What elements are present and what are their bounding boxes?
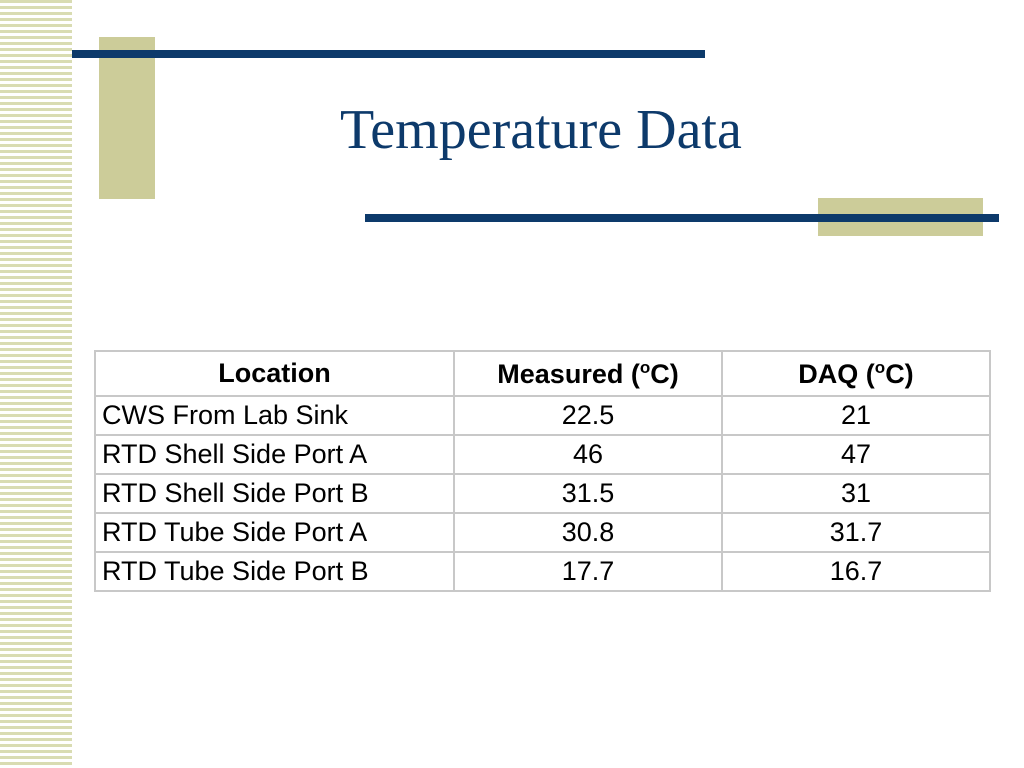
header-location: Location <box>95 351 454 396</box>
temperature-table <box>94 350 991 592</box>
table-row <box>95 474 990 513</box>
table-row <box>95 513 990 552</box>
title-rule-top <box>72 50 705 58</box>
cell-measured: 30.8 <box>454 513 722 552</box>
cell-location: RTD Shell Side Port A <box>95 435 454 474</box>
cell-measured: 22.5 <box>454 396 722 435</box>
cell-daq: 16.7 <box>722 552 990 591</box>
degree-symbol: o <box>874 357 886 377</box>
header-daq-prefix: DAQ ( <box>798 358 875 389</box>
cell-location: RTD Tube Side Port B <box>95 552 454 591</box>
cell-measured: 46 <box>454 435 722 474</box>
header-daq <box>722 351 990 396</box>
cell-measured: 31.5 <box>454 474 722 513</box>
table-row <box>95 435 990 474</box>
header-measured-prefix: Measured ( <box>497 358 640 389</box>
header-measured-suffix: C) <box>650 358 679 389</box>
table-header-row <box>95 351 990 396</box>
header-daq-suffix: C) <box>885 358 914 389</box>
cell-daq: 31 <box>722 474 990 513</box>
title-rule-bottom <box>365 214 999 222</box>
cell-location: RTD Tube Side Port A <box>95 513 454 552</box>
cell-location: CWS From Lab Sink <box>95 396 454 435</box>
decorative-stripe-band <box>0 0 72 768</box>
cell-daq: 21 <box>722 396 990 435</box>
table-row <box>95 552 990 591</box>
cell-daq: 31.7 <box>722 513 990 552</box>
cell-measured: 17.7 <box>454 552 722 591</box>
header-measured <box>454 351 722 396</box>
cell-location: RTD Shell Side Port B <box>95 474 454 513</box>
cell-daq: 47 <box>722 435 990 474</box>
degree-symbol: o <box>639 357 651 377</box>
table-row <box>95 396 990 435</box>
slide-title: Temperature Data <box>340 99 742 161</box>
accent-block-top <box>99 37 155 199</box>
